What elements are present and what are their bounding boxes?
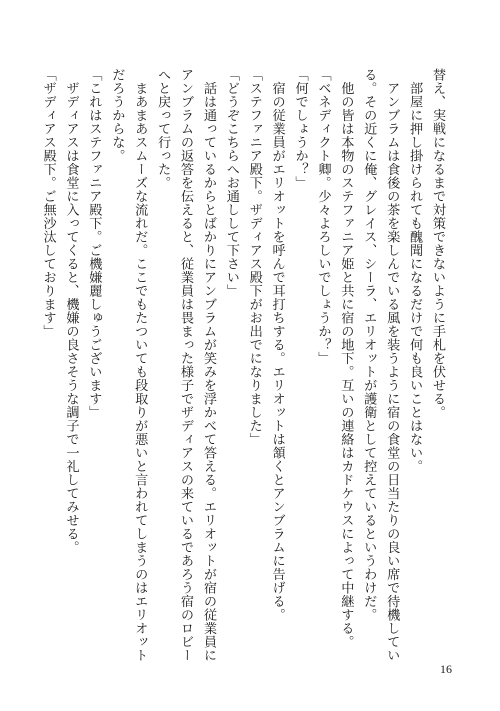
text-line: アンブラムは食後の茶を楽しんでいる風を装うように宿の食堂の日当たりの良い席で待機してい: [384, 68, 400, 662]
text-line: アンブラムの返答を伝えると、従業員は畏まった様子でザディアスの来ているであろう宿のロビー: [178, 68, 194, 662]
text-line: だろうからな。: [109, 68, 125, 163]
text-line: 話は通っているからとばかりにアンブラムが笑みを浮かべて答える。エリオットが宿の従業員に: [200, 68, 216, 662]
text-line: る。その近くに俺、グレイス、シーラ、エリオットが護衛として控えているというわけだ。: [361, 68, 377, 622]
dialogue-line: 「ステファニア殿下。ザディアス殿下がお出でになりました」: [246, 68, 262, 446]
text-line: 宿の従業員がエリオットを呼んで耳打ちする。エリオットは頷くとアンブラムに告げる。: [269, 68, 285, 622]
dialogue-line: 「これはステファニア殿下。ご機嫌麗しゅうございます」: [86, 68, 102, 419]
text-line: ザディアスは食堂に入ってくると、機嫌の良さそうな調子で一礼してみせる。: [63, 68, 79, 554]
text-line: へと戻って行った。: [155, 68, 171, 190]
vertical-text-body: [40, 68, 448, 662]
dialogue-line: 「ベネディクト卿。少々よろしいでしょうか？」: [315, 68, 331, 365]
dialogue-line: 「何でしょうか？」: [292, 68, 308, 190]
dialogue-line: 「どうぞこちらへお通しして下さい」: [223, 68, 239, 298]
text-line: 部屋に押し掛けられても醜聞になるだけで何も良いことはない。: [407, 68, 423, 473]
text-line: まあまあスムーズな流れだ。ここでもたついても段取りが悪いと言われてしまうのはエリオット: [132, 68, 148, 662]
text-line: 他の皆は本物のステファニア姫と共に宿の地下。互いの連絡はカドケウスによって中継する。: [338, 68, 354, 649]
dialogue-line: 「ザディアス殿下。ご無沙汰しております」: [40, 68, 56, 338]
page-number: 16: [440, 662, 452, 676]
text-line: 替え、実戦になるまで対策できないように手札を伏せる。: [430, 68, 445, 419]
